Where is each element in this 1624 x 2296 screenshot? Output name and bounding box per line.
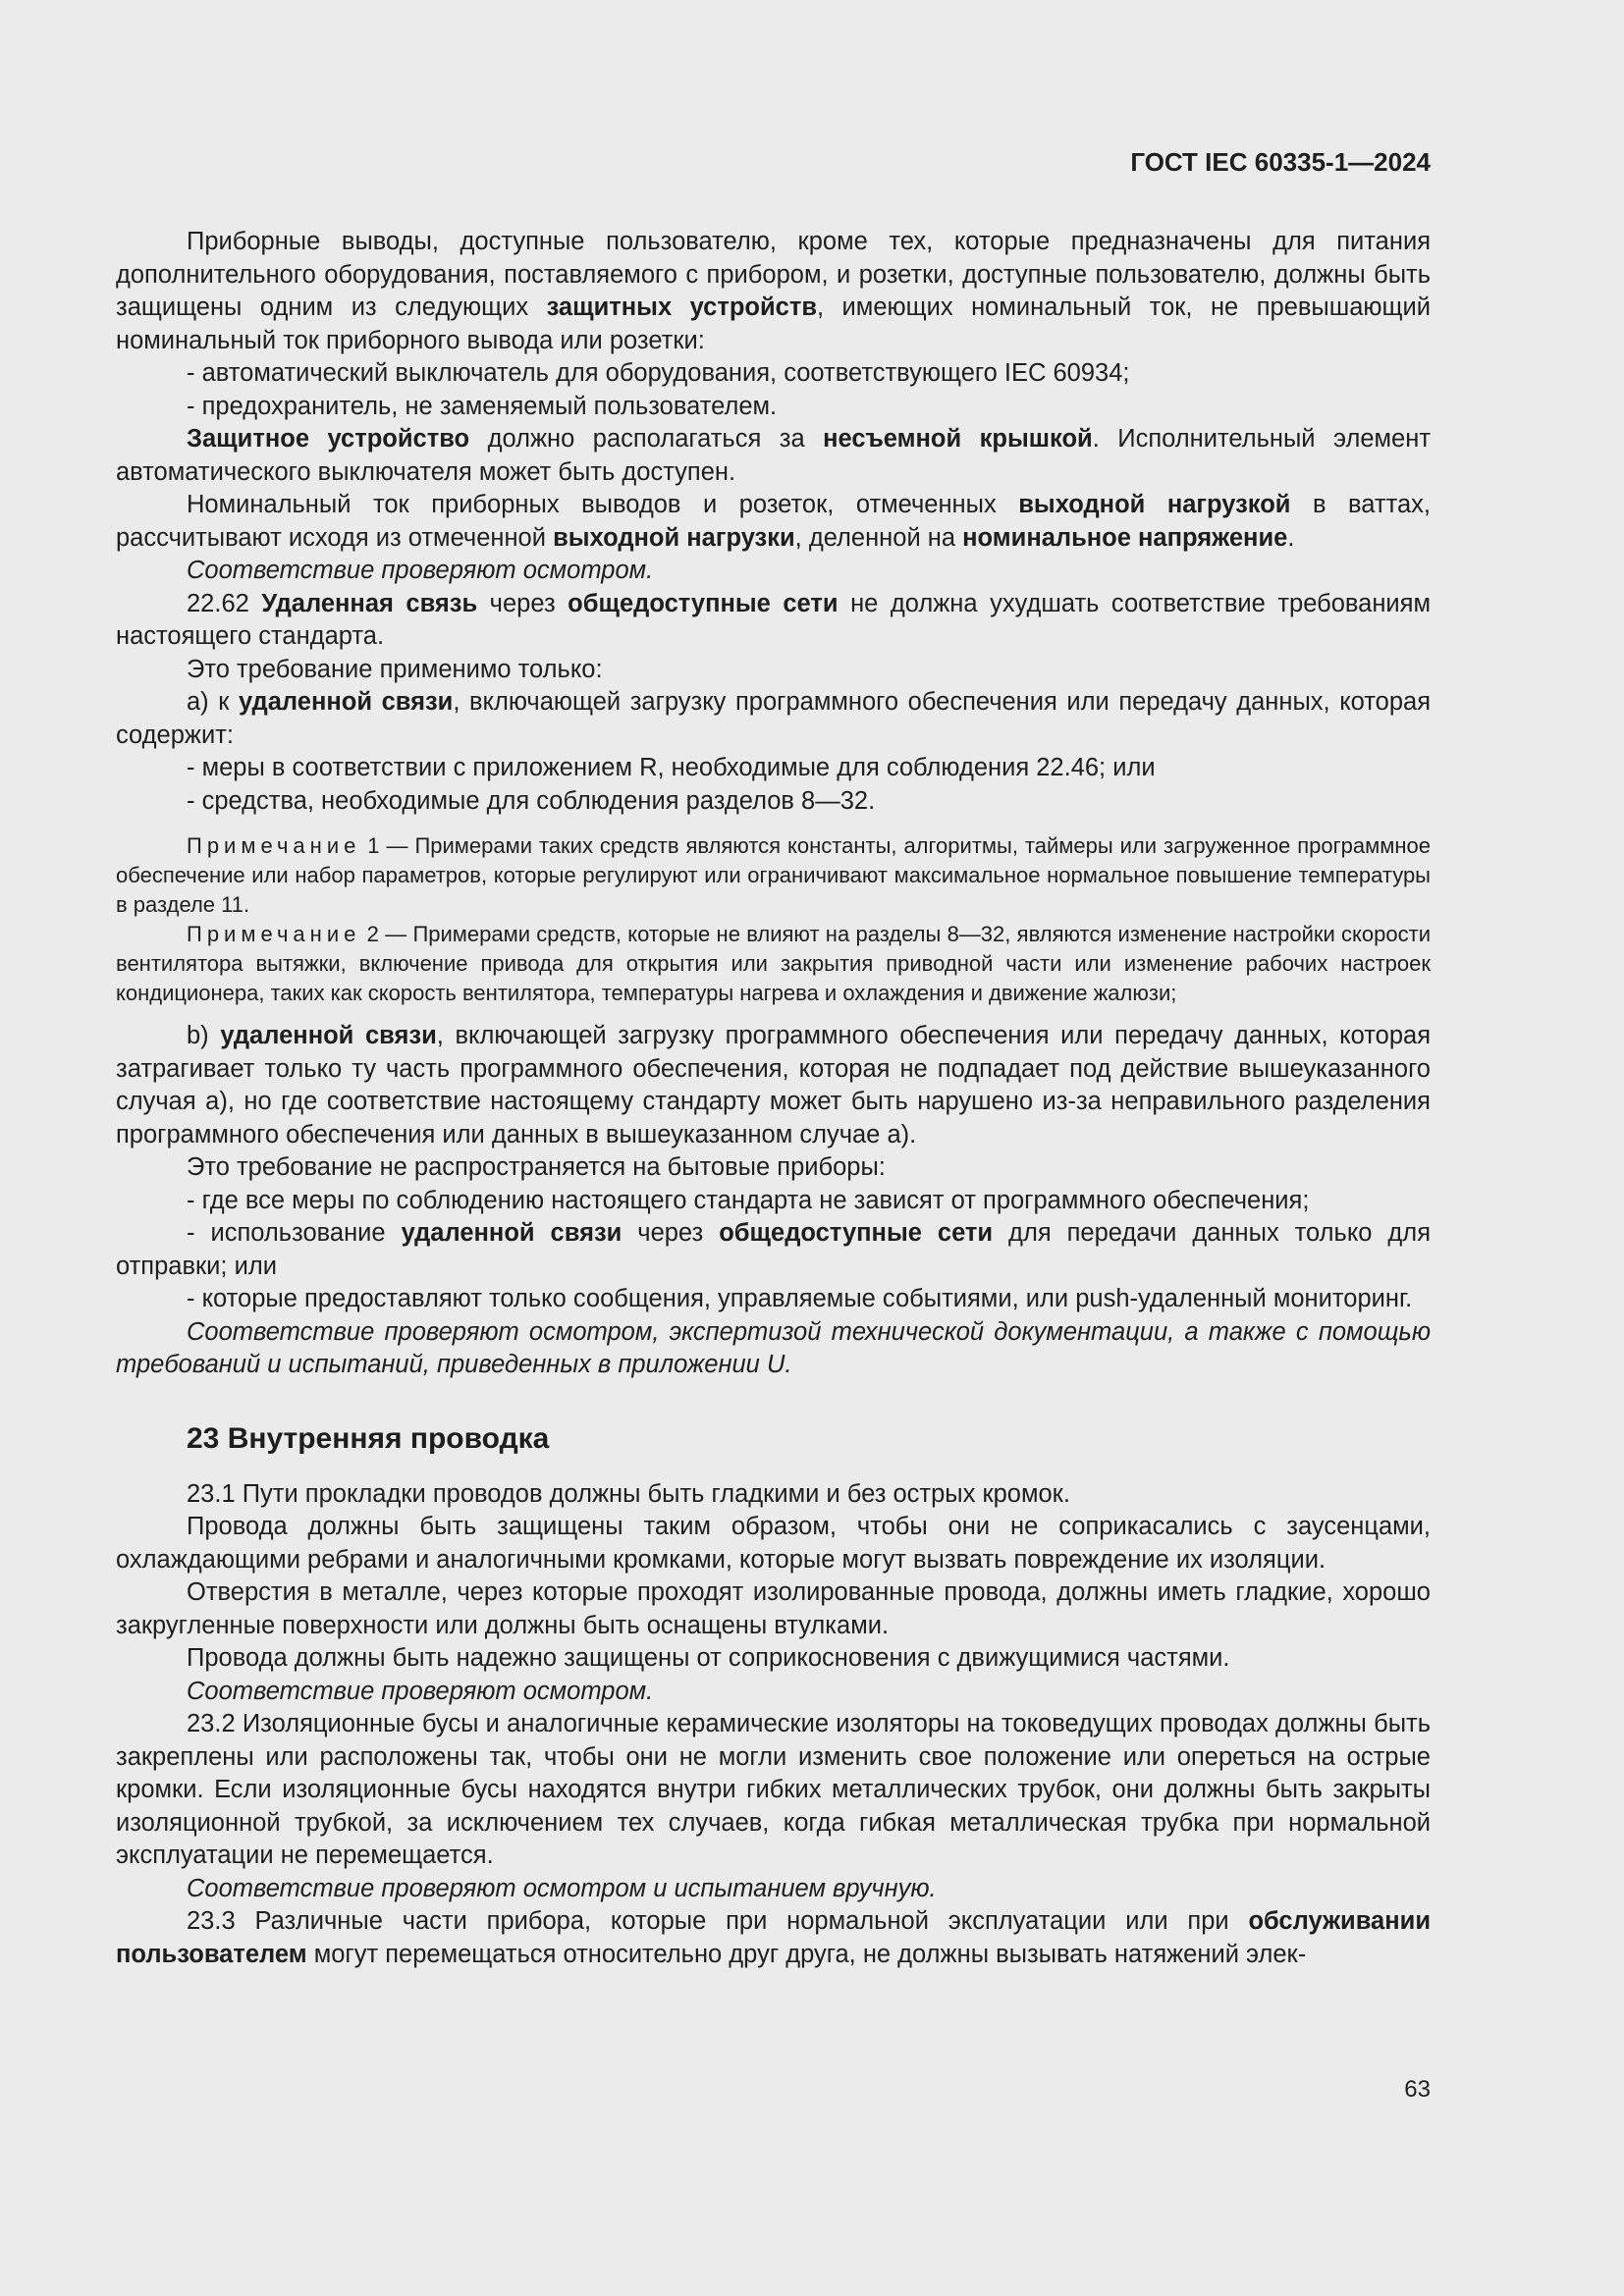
text-run: в ваттах, рассчитывают исходя из отмеченной (116, 491, 1432, 552)
defined-term: выходной нагрузкой (1018, 491, 1291, 518)
document-header (116, 147, 1431, 178)
text-run: 23.3 Различные части прибора, которые при нормальной эксплуатации или при (187, 1907, 1249, 1935)
paragraph (116, 1217, 1431, 1283)
page-number: 63 (1404, 2076, 1431, 2103)
note-number: 1 (360, 833, 380, 858)
text-run: - меры в соответствии с приложением R, необходимые для соблюдения 22.46; или (187, 754, 1156, 781)
paragraph (116, 1283, 1431, 1316)
text-run: Провода должны быть защищены таким образом, чтобы они не соприкасались с заусенцами, охлаждающими ребрами и аналогичными кромками, которые могут вызвать повреждение их изоляции. (116, 1513, 1431, 1574)
text-run: , деленной на (794, 523, 963, 552)
note-label: Примечание (187, 922, 361, 946)
text-run: b) (187, 1022, 221, 1049)
compliance-paragraph (116, 1873, 1431, 1906)
paragraph (116, 1151, 1431, 1185)
body-text-block (116, 1020, 1431, 1382)
paragraph (116, 1020, 1431, 1151)
text-run: Соответствие проверяют осмотром, экспертизой технической документации, а также с помощью требований и испытаний, приведенных в приложении U. (116, 1317, 1431, 1378)
paragraph (116, 654, 1431, 687)
note-number: 2 (360, 922, 379, 946)
text-run: Провода должны быть надежно защищены от соприкосновения с движущимися частями. (187, 1644, 1230, 1672)
compliance-paragraph (116, 1676, 1431, 1709)
defined-term: защитных устройств (546, 294, 817, 321)
body-text-block (116, 1478, 1431, 1972)
text-run: через (622, 1219, 720, 1247)
text-run: - использование (187, 1219, 402, 1247)
text-run: - автоматический выключатель для оборудования, соответствующего IEC 60934; (187, 359, 1130, 387)
paragraph (116, 1478, 1431, 1512)
defined-term: Удаленная связь (261, 589, 478, 617)
defined-term: номинальное напряжение (962, 523, 1288, 552)
text-run: 23.2 Изоляционные бусы и аналогичные керамические изоляторы на токоведущих проводах должны быть закреплены или расположены так, чтобы они не могли изменить свое положение или опереться на острые кромки. Если изоляционные бусы находятся внутри гибких металлических трубок, они должны быть закрыты изоляционной трубкой, за исключением тех случаев, когда гибкая металлическая трубка при нормальной эксплуатации не перемещается. (116, 1710, 1431, 1869)
paragraph (116, 1905, 1431, 1971)
text-run: , включающей загрузку программного обеспечения или передачу данных, которая содержит: (116, 688, 1431, 749)
defined-term: удаленной связи (401, 1219, 623, 1247)
defined-term: общедоступные сети (568, 589, 839, 617)
text-run: Это требование применимо только: (187, 655, 603, 683)
paragraph (116, 391, 1431, 424)
text-run: Соответствие проверяют осмотром. (187, 557, 654, 584)
standard-designation: ГОСТ IEC 60335-1—2024 (1130, 147, 1431, 177)
text-run: Номинальный ток приборных выводов и розеток, отмеченных (187, 491, 1019, 518)
text-run: 22.62 (187, 589, 262, 617)
text-run: , имеющих номинальный ток, не превышающий номинальный ток приборного вывода или розетки: (116, 294, 1431, 354)
section-heading: 23 Внутренняя проводка (187, 1421, 550, 1455)
body-text-block (116, 226, 1431, 818)
note-paragraph (116, 920, 1431, 1008)
paragraph (116, 752, 1431, 785)
paragraph (116, 1185, 1431, 1218)
text-run: должно располагаться за (469, 425, 824, 453)
defined-term: выходной нагрузки (553, 523, 795, 552)
compliance-paragraph (116, 1316, 1431, 1382)
text-run: - где все меры по соблюдению настоящего стандарта не зависят от программного обеспечения; (187, 1186, 1310, 1214)
text-run: Соответствие проверяют осмотром и испытанием вручную. (187, 1874, 937, 1902)
paragraph (116, 785, 1431, 819)
defined-term: общедоступные сети (719, 1219, 994, 1247)
text-run: . (1287, 523, 1295, 552)
text-run: - которые предоставляют только сообщения, управляемые событиями, или push-удаленный мониторинг. (187, 1285, 1413, 1312)
text-run: Это требование не распространяется на бытовые приборы: (187, 1153, 886, 1181)
note-paragraph (116, 831, 1431, 920)
paragraph (116, 588, 1431, 654)
defined-term: удаленной связи (238, 688, 454, 716)
paragraph (116, 1708, 1431, 1873)
notes-block (116, 831, 1431, 1008)
page-content (116, 226, 1431, 1971)
defined-term: несъемной крышкой (823, 425, 1093, 453)
text-run: не должна ухудшать соответствие требованиям настоящего стандарта. (116, 589, 1432, 650)
text-run: для передачи данных только для отправки; или (116, 1219, 1431, 1280)
defined-term: обслуживании пользователем (116, 1907, 1431, 1968)
paragraph (116, 1511, 1431, 1576)
text-run: Соответствие проверяют осмотром. (187, 1677, 654, 1705)
paragraph (116, 226, 1431, 357)
defined-term: Защитное устройство (187, 425, 470, 453)
text-run: - предохранитель, не заменяемый пользователем. (187, 392, 778, 420)
text-run: могут перемещаться относительно друг друга, не должны вызывать натяжений элек- (306, 1940, 1307, 1968)
paragraph (116, 489, 1431, 555)
paragraph (116, 423, 1431, 489)
text-run: . Исполнительный элемент автоматического выключателя может быть доступен. (116, 425, 1431, 486)
text-run: 23.1 Пути прокладки проводов должны быть гладкими и без острых кромок. (187, 1479, 1070, 1508)
text-run: a) к (187, 688, 239, 716)
text-run: через (477, 589, 568, 617)
paragraph (116, 357, 1431, 391)
text-run: Приборные выводы, доступные пользователю, кроме тех, которые предназначены для питания дополнительного оборудования, поставляемого с прибором, и розетки, доступные пользователю, должны быть защищены одним из следующих (116, 228, 1431, 321)
text-run: Отверстия в металле, через которые проходят изолированные провода, должны иметь гладкие, хорошо закругленные поверхности или должны быть оснащены втулками. (116, 1578, 1431, 1639)
paragraph (116, 1576, 1431, 1642)
text-run: - средства, необходимые для соблюдения разделов 8—32. (187, 786, 876, 815)
compliance-paragraph (116, 555, 1431, 588)
text-run: , включающей загрузку программного обеспечения или передачу данных, которая затрагивает только ту часть программного обеспечения, которая не подпадает под действие вышеуказанного случая a), но где соответствие настоящему стандарту может быть нарушено из-за неправильного разделения программного обеспечения или данных в вышеуказанном случае a). (116, 1022, 1431, 1148)
note-label: Примечание (187, 833, 361, 858)
note-text: — Примерами таких средств являются константы, алгоритмы, таймеры или загруженное программное обеспечение или набор параметров, которые регулируют или ограничивают максимальное нормальное повышение температуры в разделе 11. (116, 833, 1431, 917)
paragraph (116, 1642, 1431, 1676)
note-text: — Примерами средств, которые не влияют на разделы 8—32, являются изменение настройки скорости вентилятора вытяжки, включение привода для открытия или закрытия приводной части или изменение рабочих настроек кондиционера, таких как скорость вентилятора, температуры нагрева и охлаждения и движение жалюзи; (116, 922, 1431, 1005)
defined-term: удаленной связи (220, 1022, 437, 1049)
paragraph (116, 686, 1431, 752)
